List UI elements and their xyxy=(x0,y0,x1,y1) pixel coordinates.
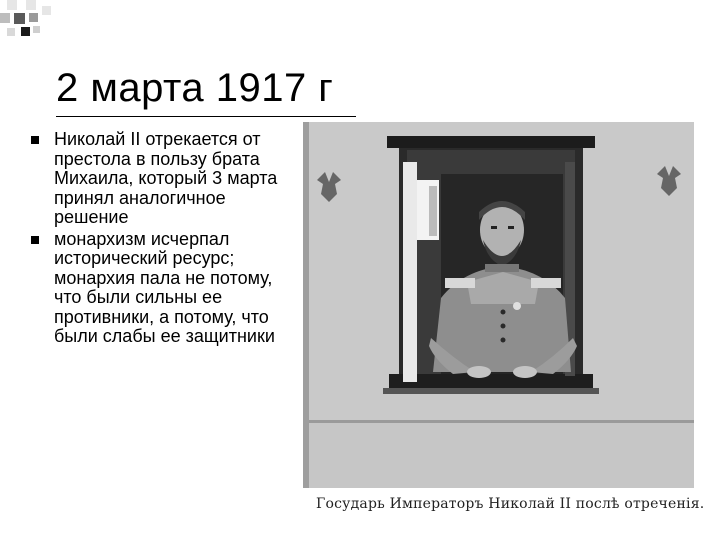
historical-photo xyxy=(303,122,694,488)
bullet-text: Николай II отрекается от престола в пользу брата Михаила, который 3 марта принял аналогичное решение xyxy=(54,129,278,227)
bullet-item xyxy=(28,130,290,228)
bullet-item xyxy=(28,230,290,347)
title-divider xyxy=(56,116,356,117)
photo-caption: Государь Императоръ Николай II послѣ отреченія. xyxy=(316,496,705,512)
photo-illustration xyxy=(303,122,694,488)
slide-title: 2 марта 1917 г xyxy=(56,66,334,110)
corner-ornament xyxy=(0,0,60,44)
square-bullet-icon xyxy=(31,136,39,144)
bullet-text: монархизм исчерпал исторический ресурс; монархия пала не потому, что были сильны ее противники, а потому, что были слабы ее защитники xyxy=(54,228,275,346)
bullet-list xyxy=(28,130,290,349)
square-bullet-icon xyxy=(31,236,39,244)
